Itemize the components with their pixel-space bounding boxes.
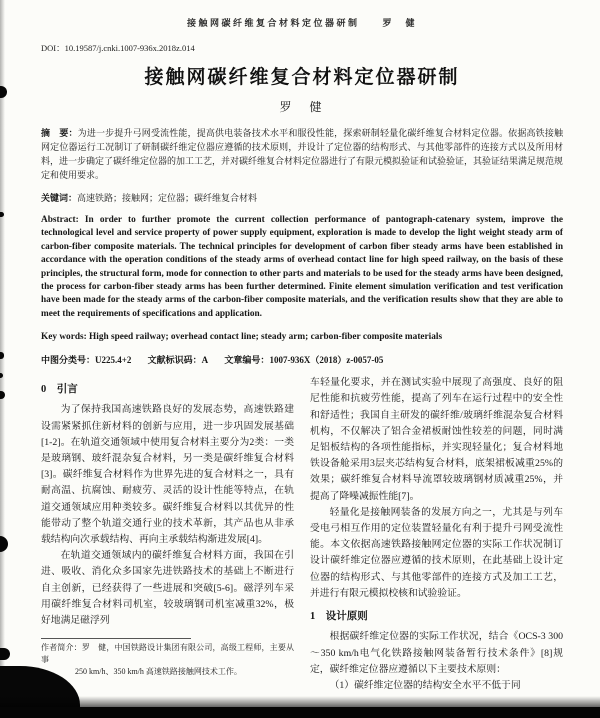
keywords-text: 高速铁路；接触网；定位器；碳纤维复合材料	[77, 193, 258, 203]
doi-line: DOI：10.19587/j.cnki.1007-936x.2018z.014	[41, 43, 195, 53]
footnote-line: 作者简介：罗 健，中国铁路设计集团有限公司，高级工程师，主要从事	[41, 643, 294, 665]
abstract-text: 为进一步提升弓网受流性能，提高供电装备技术水平和服役性能，探索研制轻量化碳纤维复合材料定位器。依据高铁接触网定位器运行工况制订了研制碳纤维定位器应遵循的技术原则，并设计了定位器的结构形式、与其他零部件的连接方式以及所用材料，进一步确定了碳纤维定位器的加工工艺，并对碳纤维复合材料定位器进行了有限元模拟验证和试验验证，其验证结果满足规范规定和使用要求。	[41, 128, 564, 180]
abstract-chinese	[41, 126, 563, 182]
keywords-chinese	[41, 191, 563, 205]
scan-artifact	[0, 86, 7, 98]
keywords-label: 关键词：	[41, 193, 78, 203]
body-paragraph: 根据碳纤维定位器的实际工作状况，结合《OCS-3 300～350 km/h电气化铁路接触网装备暂行技术条件》[8]规定，碳纤维定位器应遵循以下主要技术原则：	[310, 631, 563, 675]
right-column	[310, 375, 563, 694]
keywords-en-text: High speed railway; overhead contact line; steady arm; carbon-fiber composite materials	[89, 331, 443, 342]
footnote-line: 250 km/h、350 km/h 高速铁路接触网技术工作。	[75, 667, 242, 677]
page-content	[41, 16, 563, 694]
two-column-body	[41, 375, 563, 694]
paper-title: 接触网碳纤维复合材料定位器研制	[144, 67, 460, 88]
body-paragraph: 轻量化是接触网装备的发展方向之一，尤其是与列车受电弓相互作用的定位装置轻量化有利于提升弓网受流性能。本文依据高速铁路接触网定位器的实际工作状况制订设计碳纤维定位器应遵循的技术原则，在此基础上设计定位器的结构形式、与其他零部件的连接方式及加工工艺，并进行有限元模拟校核和试验验证。	[310, 506, 563, 599]
footnote-divider	[41, 638, 191, 639]
body-paragraph: 为了保持我国高速铁路良好的发展态势，高速铁路建设需紧紧抓住新材料的创新与应用，进一步巩固发展基础[1-2]。在轨道交通领域中使用复合材料主要分为2类：一类是玻璃钢、玻纤混杂复合材料，另一类是碳纤维复合材料[3]。碳纤维复合材料作为世界先进的复合材料之一，具有耐高温、抗腐蚀、耐疲劳、灵活的设计性能等特点，在轨道交通领域应用种类较多。碳纤维复合材料以其优异的性能带动了整个轨道交通行业的技术革新，其产品也从非承载结构向次承载结构、再向主承载结构渐进发展[4]。	[41, 404, 294, 546]
left-column	[41, 375, 294, 694]
scan-bottom-edge	[0, 707, 600, 718]
section-1-heading: 1 设计原则	[310, 611, 368, 623]
scan-artifact	[0, 536, 8, 552]
keywords-en-label: Key words:	[41, 331, 87, 342]
section-0-heading: 0 引言	[41, 384, 78, 396]
running-header: 接触网碳纤维复合材料定位器研制 罗 健	[186, 18, 417, 28]
scan-artifact	[0, 648, 10, 660]
author-footnote	[41, 638, 294, 678]
scan-edge-shade	[0, 0, 5, 718]
abstract-english	[41, 214, 563, 321]
body-paragraph: （1）碳纤维定位器的结构安全水平不低于同	[329, 679, 521, 691]
clc-number: 中图分类号：U225.4+2	[41, 355, 132, 366]
abstract-label: 摘 要：	[41, 128, 78, 138]
article-id: 文章编号：1007-936X（2018）z-0057-05	[224, 355, 384, 366]
body-paragraph: 在轨道交通领域内的碳纤维复合材料方面，我国在引进、吸收、消化众多国家先进铁路技术的基础上不断进行自主创新，已经获得了一些进展和突破[5-6]。磁浮列车采用碳纤维复合材料司机室，较玻璃钢司机室减重32%，极好地满足磁浮列	[41, 550, 294, 627]
abstract-en-label: Abstract:	[41, 215, 79, 225]
classification-line	[41, 353, 563, 366]
abstract-en-text: In order to further promote the current collection performance of pantograph-catenary system, improve the technological level and service property of power supply equipment, exploration is made to develop the light weight steady arm of carbon-fiber composite materials. The technical principles for development of carbon fiber steady arms have been established in accordance with the operation conditions of the steady arms of overhead contact line for high speed railway, on the basis of these principles, the structural form, mode for connection to other parts and materials to be used for the steady arms have been designed, the process for carbon-fiber steady arms has been further determined. Finite element simulation verification and test verification have been made for the steady arms of the carbon-fiber composite materials, and the verification results show that they are able to meet the requirements of specifications and application.	[41, 215, 564, 319]
keywords-english	[41, 331, 563, 344]
document-code: 文献标识码：A	[147, 355, 209, 366]
author-name: 罗 健	[279, 100, 325, 114]
body-paragraph: 车轻量化要求，并在测试实验中展现了高强度、良好的阻尼性能和抗疲劳性能，提高了列车在运行过程中的安全性和舒适性；我国自主研发的碳纤维/玻璃纤维混杂复合材料机构，不仅解决了铝合金裙板耐蚀性较差的问题，同时满足铝板结构的各项性能指标，并实现轻量化；复合材料地铁设备舱采用3层夹芯结构复合材料，底架裙板减重25%的效果；碳纤维复合材料导流罩较玻璃钢材质减重25%，并提高了降噪减振性能[7]。	[310, 377, 563, 502]
